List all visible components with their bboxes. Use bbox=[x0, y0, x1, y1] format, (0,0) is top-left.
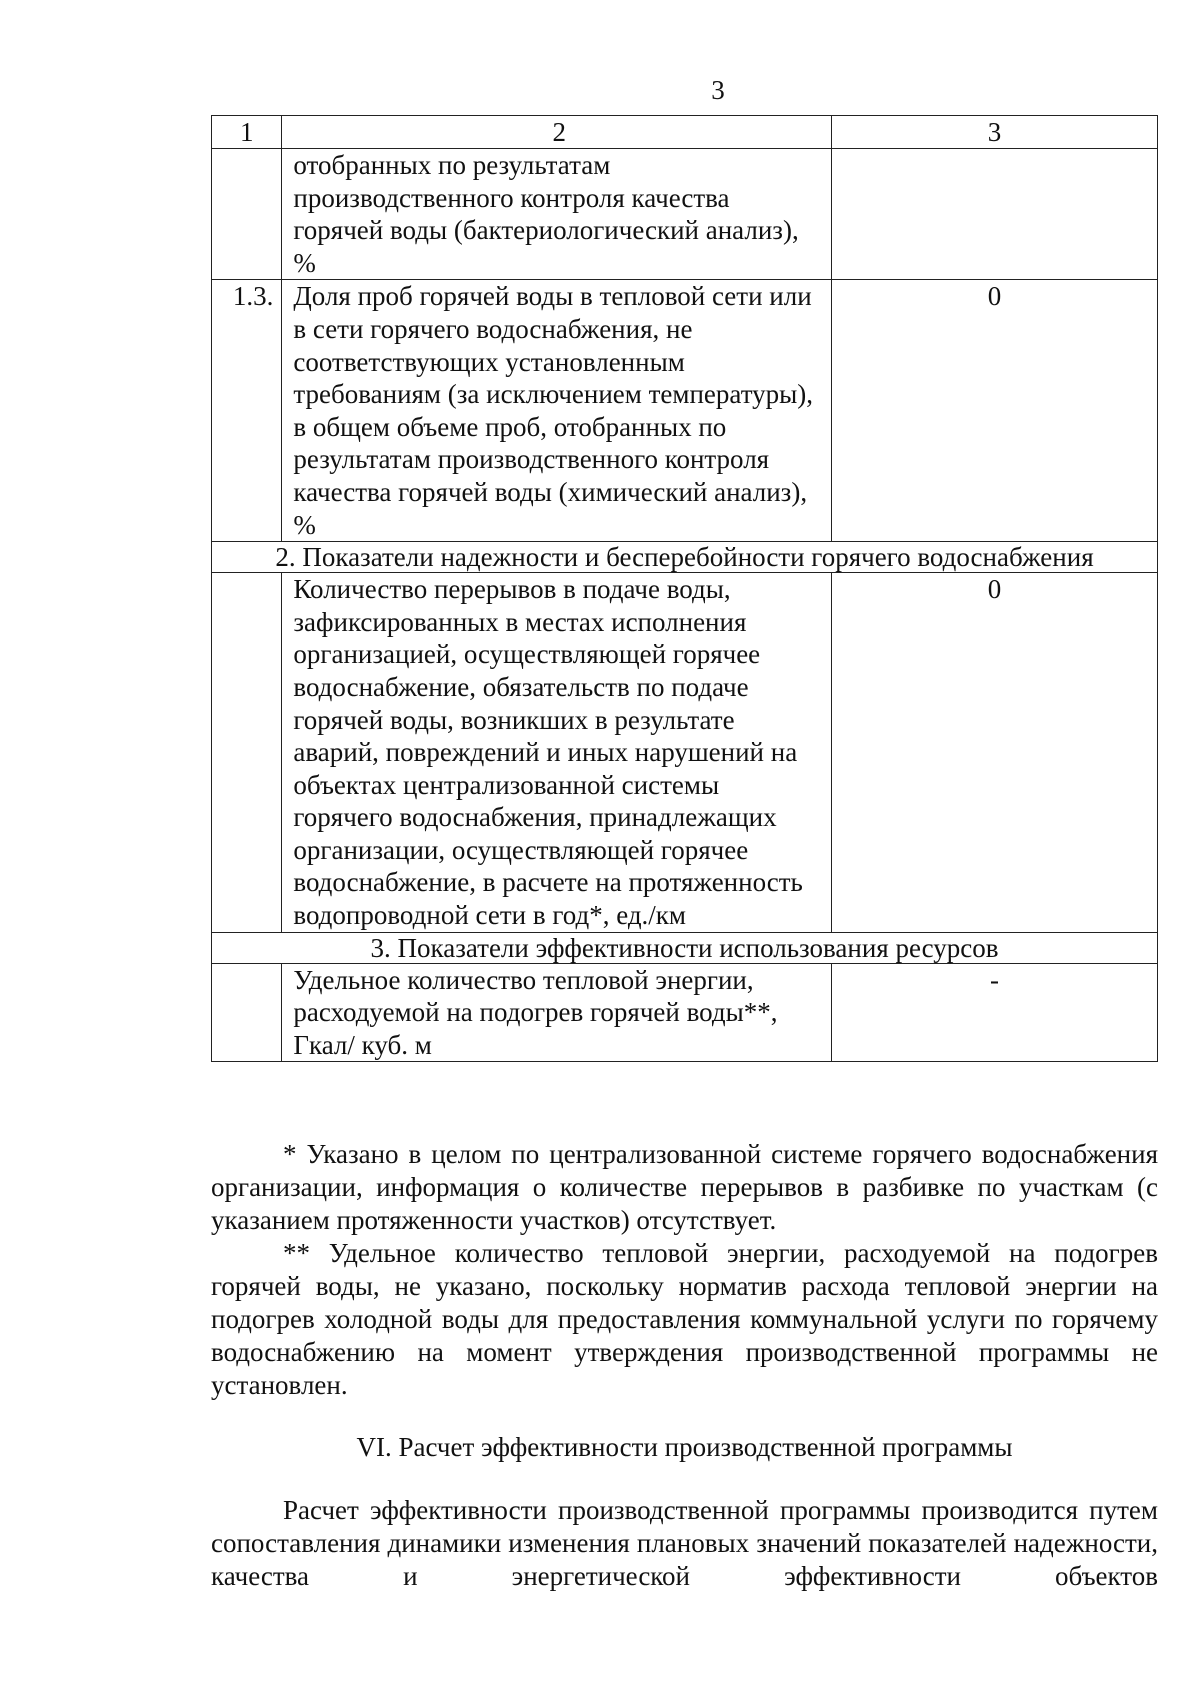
table-row bbox=[212, 573, 1158, 933]
indicator-text-cell: Доля проб горячей воды в тепловой сети или в сети горячего водоснабжения, не соответствующих установленным требованиям (за исключением температуры), в общем объеме проб, отобранных по результатам производственного контроля качества горячей воды (химический анализ), % bbox=[282, 280, 832, 542]
indicators-table bbox=[211, 115, 1158, 1062]
indicator-text-cell: отобранных по результатам производственного контроля качества горячей воды (бактериологический анализ), % bbox=[282, 149, 832, 280]
footnote-1 bbox=[211, 1138, 1158, 1237]
row-number-1-3: 1.3. bbox=[232, 281, 274, 312]
section-3-heading: 3. Показатели эффективности использования ресурсов bbox=[212, 932, 1158, 963]
section-2-heading: 2. Показатели надежности и бесперебойности горячего водоснабжения bbox=[212, 542, 1158, 573]
header-col-2: 2 bbox=[282, 116, 832, 149]
section-row bbox=[212, 542, 1158, 573]
table-row bbox=[212, 963, 1158, 1062]
row-number-cell bbox=[212, 149, 282, 280]
footnote-1-text: * Указано в целом по централизованной системе горячего водоснабжения организации, информация о количестве перерывов в разбивке по участкам (с указанием протяженности участков) отсутствует. bbox=[211, 1139, 1158, 1235]
header-col-1: 1 bbox=[212, 116, 282, 149]
indicator-text-cell: Удельное количество тепловой энергии, расходуемой на подогрев горячей воды**, Гкал/ куб. м bbox=[282, 963, 832, 1062]
row-number-cell bbox=[212, 963, 282, 1062]
header-col-3: 3 bbox=[832, 116, 1158, 149]
indicator-value-cell: 0 bbox=[832, 573, 1158, 933]
section-heading: VI. Расчет эффективности производственной программы bbox=[356, 1432, 1013, 1462]
indicator-value-cell: 0 bbox=[832, 280, 1158, 542]
table-row bbox=[212, 280, 1158, 542]
row-number-cell bbox=[212, 573, 282, 933]
indicator-text-cell: Количество перерывов в подаче воды, зафиксированных в местах исполнения организацией, осуществляющей горячее водоснабжение, обязательств по подаче горячей воды, возникших в результате аварий, повреждений и иных нарушений на объектах централизованной системы горячего водоснабжения, принадлежащих организации, осуществляющей горячее водоснабжение, в расчете на протяженность водопроводной сети в год*, ед./км bbox=[282, 573, 832, 933]
body-paragraph-text: Расчет эффективности производственной программы производится путем сопоставления динамики изменения плановых значений показателей надежности, качества и энергетической эффективности объектов bbox=[211, 1495, 1158, 1591]
footnote-2 bbox=[211, 1237, 1158, 1402]
body-paragraph bbox=[211, 1494, 1158, 1593]
table-row bbox=[212, 149, 1158, 280]
row-number-cell bbox=[212, 280, 282, 542]
page-number: 3 bbox=[711, 75, 725, 105]
table-header-row bbox=[212, 116, 1158, 149]
footnote-2-text: ** Удельное количество тепловой энергии, расходуемой на подогрев горячей воды, не указано, поскольку норматив расхода тепловой энергии на подогрев холодной воды для предоставления коммунальной услуги по горячему водоснабжению на момент утверждения производственной программы не установлен. bbox=[211, 1238, 1158, 1400]
section-row bbox=[212, 932, 1158, 963]
indicator-value-cell bbox=[832, 149, 1158, 280]
indicator-value-cell: - bbox=[832, 963, 1158, 1062]
